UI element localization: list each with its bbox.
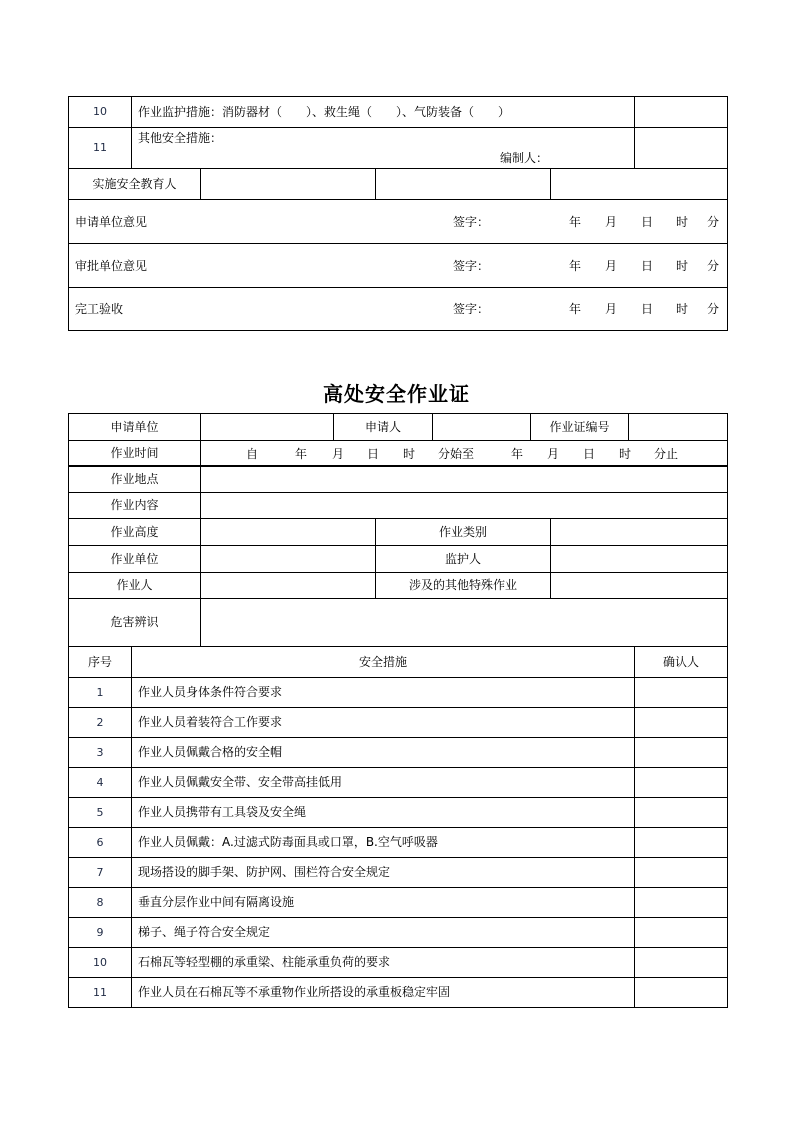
- confirm-cell[interactable]: [635, 888, 728, 918]
- work-time-label: 作业时间: [69, 441, 201, 467]
- measure-row: [69, 828, 728, 858]
- time-hour-end: 时: [619, 446, 632, 461]
- measure-text: 作业人员携带有工具袋及安全绳: [132, 798, 635, 828]
- editor-label: 编制人：: [500, 150, 549, 165]
- date-month: 月: [605, 214, 618, 229]
- hazard-row: [69, 599, 728, 647]
- signoff-cell[interactable]: [69, 244, 728, 288]
- education-row: [69, 169, 728, 200]
- measure-row: [69, 978, 728, 1008]
- row-number: 10: [69, 948, 132, 978]
- row-number: 4: [69, 768, 132, 798]
- previous-page-table: [68, 96, 728, 331]
- unit-row: [69, 546, 728, 573]
- confirm-cell[interactable]: [635, 738, 728, 768]
- page-title: 高处安全作业证: [323, 382, 470, 406]
- date-hour: 时: [676, 258, 689, 273]
- signoff-row-approver: [69, 244, 728, 288]
- row-number: 7: [69, 858, 132, 888]
- height-row: [69, 519, 728, 546]
- measure-text: 梯子、绳子符合安全规定: [132, 918, 635, 948]
- date-minute: 分: [707, 258, 720, 273]
- row-number: 3: [69, 738, 132, 768]
- date-day: 日: [641, 258, 654, 273]
- time-from: 自: [246, 446, 259, 461]
- content-label: 作业内容: [69, 493, 201, 519]
- time-year-end: 年: [511, 446, 524, 461]
- date-year: 年: [569, 258, 582, 273]
- time-day: 日: [367, 446, 380, 461]
- permit-no-field[interactable]: [629, 414, 728, 441]
- date-month: 月: [605, 301, 618, 316]
- header-confirm: 确认人: [635, 647, 728, 678]
- measure-text: 作业监护措施：消防器材（ ）、救生绳（ ）、气防装备（ ）: [132, 97, 635, 128]
- measure-row-11: [69, 128, 728, 169]
- measure-text: 石棉瓦等轻型棚的承重梁、柱能承重负荷的要求: [132, 948, 635, 978]
- education-field-3[interactable]: [551, 169, 728, 200]
- applicant-row: [69, 414, 728, 441]
- confirm-cell[interactable]: [635, 128, 728, 169]
- confirm-cell[interactable]: [635, 948, 728, 978]
- work-time-row: [69, 441, 728, 467]
- other-special-label: 涉及的其他特殊作业: [376, 573, 551, 599]
- unit-field[interactable]: [201, 546, 376, 573]
- measure-row: [69, 798, 728, 828]
- measure-text: 作业人员着装符合工作要求: [132, 708, 635, 738]
- permit-no-label: 作业证编号: [531, 414, 629, 441]
- measure-text: 作业人员佩戴合格的安全帽: [132, 738, 635, 768]
- worker-field[interactable]: [201, 573, 376, 599]
- location-label: 作业地点: [69, 466, 201, 493]
- confirm-cell[interactable]: [635, 918, 728, 948]
- confirm-cell[interactable]: [635, 978, 728, 1008]
- signoff-row-applicant: [69, 200, 728, 244]
- confirm-cell[interactable]: [635, 768, 728, 798]
- hazard-label: 危害辨识: [69, 599, 201, 647]
- date-year: 年: [569, 301, 582, 316]
- row-number: 11: [69, 128, 132, 169]
- sign-label: 签字：: [453, 214, 490, 229]
- row-number: 5: [69, 798, 132, 828]
- time-year: 年: [295, 446, 308, 461]
- permit-header-table: [68, 413, 728, 467]
- header-no: 序号: [69, 647, 132, 678]
- signoff-cell[interactable]: [69, 288, 728, 331]
- education-label: 实施安全教育人: [69, 169, 201, 200]
- applicant-label: 申请人: [334, 414, 433, 441]
- measure-text: 作业人员在石棉瓦等不承重物作业所搭设的承重板稳定牢固: [132, 978, 635, 1008]
- confirm-cell[interactable]: [635, 678, 728, 708]
- row-number: 8: [69, 888, 132, 918]
- guardian-label: 监护人: [376, 546, 551, 573]
- measure-text: 垂直分层作业中间有隔离设施: [132, 888, 635, 918]
- category-field[interactable]: [551, 519, 728, 546]
- unit-label: 作业单位: [69, 546, 201, 573]
- height-field[interactable]: [201, 519, 376, 546]
- applicant-field[interactable]: [433, 414, 531, 441]
- measure-row: [69, 768, 728, 798]
- signoff-cell[interactable]: [69, 200, 728, 244]
- measure-row-10: [69, 97, 728, 128]
- applicant-unit-field[interactable]: [201, 414, 334, 441]
- other-measures-cell[interactable]: [132, 128, 635, 169]
- time-month: 月: [332, 446, 345, 461]
- time-day-end: 日: [583, 446, 596, 461]
- measure-text: 作业人员身体条件符合要求: [132, 678, 635, 708]
- measure-text: 作业人员佩戴安全带、安全带高挂低用: [132, 768, 635, 798]
- confirm-cell[interactable]: [635, 798, 728, 828]
- sign-label: 签字：: [453, 258, 490, 273]
- hazard-field[interactable]: [201, 599, 728, 647]
- row-number: 6: [69, 828, 132, 858]
- guardian-field[interactable]: [551, 546, 728, 573]
- category-label: 作业类别: [376, 519, 551, 546]
- measure-row: [69, 918, 728, 948]
- content-field[interactable]: [201, 493, 728, 519]
- signoff-label: 申请单位意见: [75, 214, 148, 229]
- location-row: [69, 466, 728, 493]
- measure-row: [69, 888, 728, 918]
- date-minute: 分: [707, 301, 720, 316]
- time-month-end: 月: [547, 446, 560, 461]
- worker-row: [69, 573, 728, 599]
- header-measure: 安全措施: [132, 647, 635, 678]
- signoff-row-completion: [69, 288, 728, 331]
- row-number: 1: [69, 678, 132, 708]
- measure-row: [69, 948, 728, 978]
- measure-row: [69, 678, 728, 708]
- location-field[interactable]: [201, 466, 728, 493]
- row-number: 9: [69, 918, 132, 948]
- signoff-label: 完工验收: [75, 301, 124, 316]
- time-minute-end: 分止: [654, 446, 679, 461]
- row-number: 2: [69, 708, 132, 738]
- confirm-cell[interactable]: [635, 858, 728, 888]
- date-minute: 分: [707, 214, 720, 229]
- confirm-cell[interactable]: [635, 708, 728, 738]
- date-year: 年: [569, 214, 582, 229]
- other-special-field[interactable]: [551, 573, 728, 599]
- confirm-cell[interactable]: [635, 97, 728, 128]
- applicant-unit-label: 申请单位: [69, 414, 201, 441]
- date-day: 日: [641, 301, 654, 316]
- worker-label: 作业人: [69, 573, 201, 599]
- measure-row: [69, 708, 728, 738]
- measure-row: [69, 738, 728, 768]
- sign-label: 签字：: [453, 301, 490, 316]
- content-row: [69, 493, 728, 519]
- measure-text: 现场搭设的脚手架、防护网、围栏符合安全规定: [132, 858, 635, 888]
- date-month: 月: [605, 258, 618, 273]
- signoff-label: 审批单位意见: [75, 258, 148, 273]
- education-field-1[interactable]: [201, 169, 376, 200]
- time-minute-start-to: 分始至: [438, 446, 475, 461]
- measures-header-row: [69, 647, 728, 678]
- row-number: 10: [69, 97, 132, 128]
- education-field-2[interactable]: [376, 169, 551, 200]
- time-hour: 时: [403, 446, 416, 461]
- permit-details-table: [68, 465, 728, 647]
- measure-row: [69, 858, 728, 888]
- confirm-cell[interactable]: [635, 828, 728, 858]
- work-time-field[interactable]: [201, 441, 728, 467]
- date-hour: 时: [676, 214, 689, 229]
- height-label: 作业高度: [69, 519, 201, 546]
- date-hour: 时: [676, 301, 689, 316]
- safety-measures-table: [68, 646, 728, 1008]
- other-measures-label: 其他安全措施：: [138, 131, 223, 145]
- date-day: 日: [641, 214, 654, 229]
- measure-text: 作业人员佩戴：A.过滤式防毒面具或口罩，B.空气呼吸器: [132, 828, 635, 858]
- row-number: 11: [69, 978, 132, 1008]
